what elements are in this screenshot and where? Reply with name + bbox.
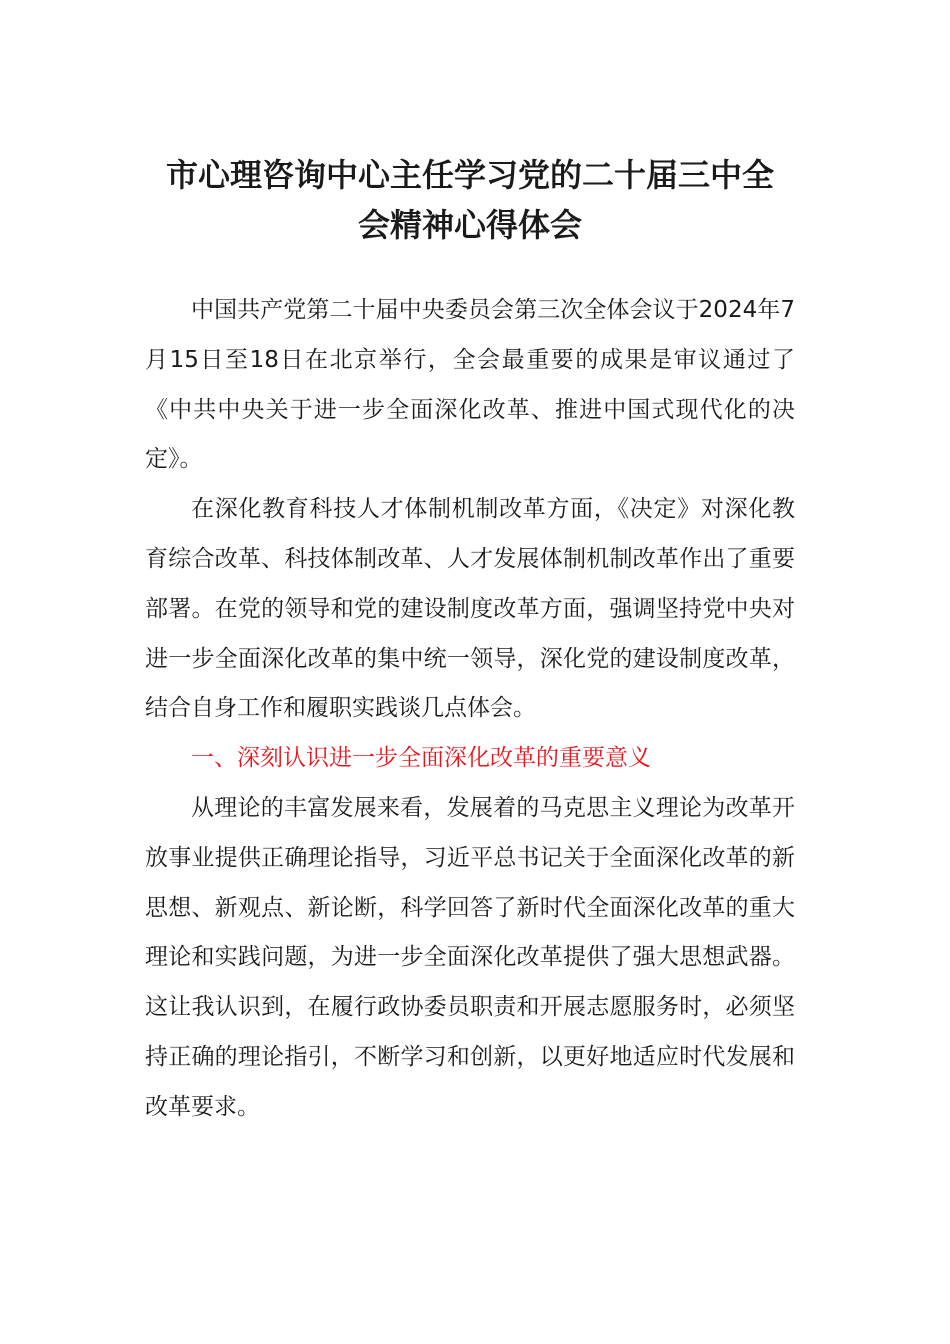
title-line-2: 会精神心得体会 (357, 206, 582, 244)
intro-paragraph: 中国共产党第二十届中央委员会第三次全体会议于2024年7月15日至18日在北京举行，全会最重要的成果是审议通过了《中共中央关于进一步全面深化改革、推进中国式现代化的决定》。 (145, 297, 795, 473)
section-heading-1: 一、深刻认识进一步全面深化改革的重要意义 (191, 745, 651, 772)
document-body (145, 286, 795, 1133)
section-1-paragraph: 从理论的丰富发展来看，发展着的马克思主义理论为改革开放事业提供正确理论指导，习近平总书记关于全面深化改革的新思想、新观点、新论断，科学回答了新时代全面深化改革的重大理论和实践问题，为进一步全面深化改革提供了强大思想武器。这让我认识到，在履行政协委员职责和开展志愿服务时，必须坚持正确的理论指引，不断学习和创新，以更好地适应时代发展和改革要求。 (145, 794, 795, 1120)
reform-paragraph: 在深化教育科技人才体制机制改革方面，《决定》对深化教育综合改革、科技体制改革、人才发展体制机制改革作出了重要部署。在党的领导和党的建设制度改革方面，强调坚持党中央对进一步全面深化改革的集中统一领导，深化党的建设制度改革，结合自身工作和履职实践谈几点体会。 (145, 496, 795, 722)
document-title (145, 150, 795, 250)
document-page (145, 150, 795, 1133)
title-line-1: 市心理咨询中心主任学习党的二十届三中全 (165, 156, 774, 194)
